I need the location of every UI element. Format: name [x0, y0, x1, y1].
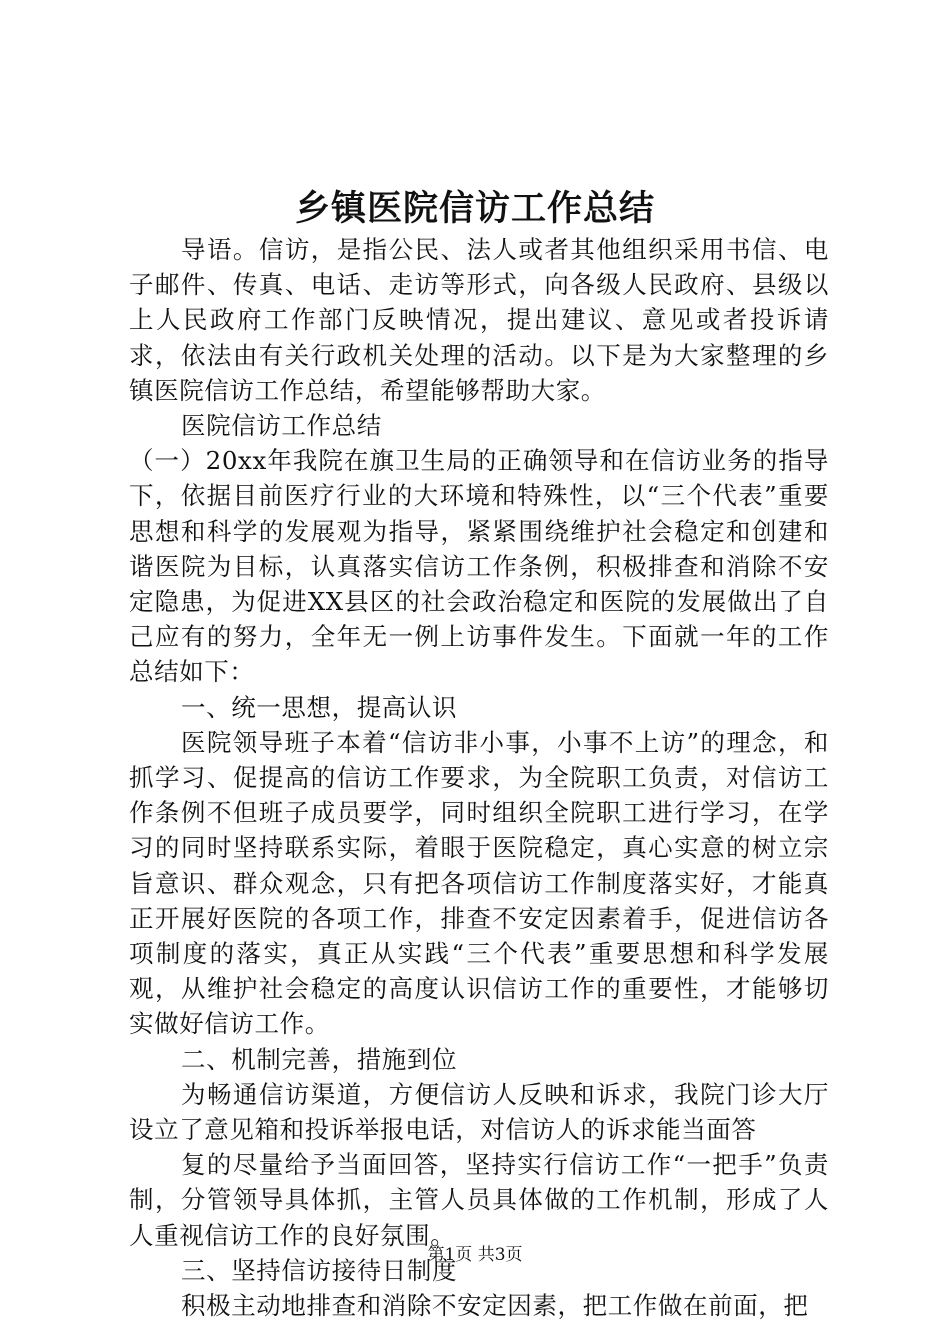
paragraph-overview: （一）20xx年我院在旗卫生局的正确领导和在信访业务的指导下，依据目前医疗行业的大环境和特殊性，以“三个代表”重要思想和科学的发展观为指导，紧紧围绕维护社会稳定和创建和谐医院为目标，认真落实信访工作条例，积极排查和消除不安定隐患，为促进XX县区的社会政治稳定和医院的发展做出了自己应有的努力，全年无一例上访事件发生。下面就一年的工作总结如下：: [129, 446, 829, 687]
paragraph-section-3: 积极主动地排查和消除不安定因素，把工作做在前面，把: [181, 1291, 809, 1321]
paragraph-section-1: 医院领导班子本着“信访非小事，小事不上访”的理念，和抓学习、促提高的信访工作要求，为全院职工负责，对信访工作条例不但班子成员要学，同时组织全院职工进行学习，在学习的同时坚持联系实际，着眼于医院稳定，真心实意的树立宗旨意识、群众观念，只有把各项信访工作制度落实好，才能真正开展好医院的各项工作，排查不安定因素着手，促进信访各项制度的落实，真正从实践“三个代表”重要思想和科学发展观，从维护社会稳定的高度认识信访工作的重要性，才能够切实做好信访工作。: [129, 727, 829, 1039]
document-body: [129, 232, 829, 1323]
paragraph-intro: 导语。信访，是指公民、法人或者其他组织采用书信、电子邮件、传真、电话、走访等形式，向各级人民政府、县级以上人民政府工作部门反映情况，提出建议、意见或者投诉请求，依法由有关行政机关处理的活动。以下是为大家整理的乡镇医院信访工作总结，希望能够帮助大家。: [129, 235, 829, 405]
document-title: 乡镇医院信访工作总结: [294, 188, 655, 229]
paragraph-section-2a: 为畅通信访渠道，方便信访人反映和诉求，我院门诊大厅设立了意见箱和投诉举报电话，对信访人的诉求能当面答: [129, 1079, 829, 1145]
paragraph-section-2b: 复的尽量给予当面回答，坚持实行信访工作“一把手”负责制，分管领导具体抓，主管人员具体做的工作机制，形成了人人重视信访工作的良好氛围。: [129, 1150, 829, 1250]
section-heading-1: 一、统一思想，提高认识: [181, 692, 458, 722]
section-heading-3: 三、坚持信访接待日制度: [181, 1255, 458, 1285]
page-number-footer: 第1页 共3页: [427, 1245, 523, 1265]
section-heading: 医院信访工作总结: [181, 411, 382, 441]
section-heading-2: 二、机制完善，措施到位: [181, 1044, 458, 1074]
